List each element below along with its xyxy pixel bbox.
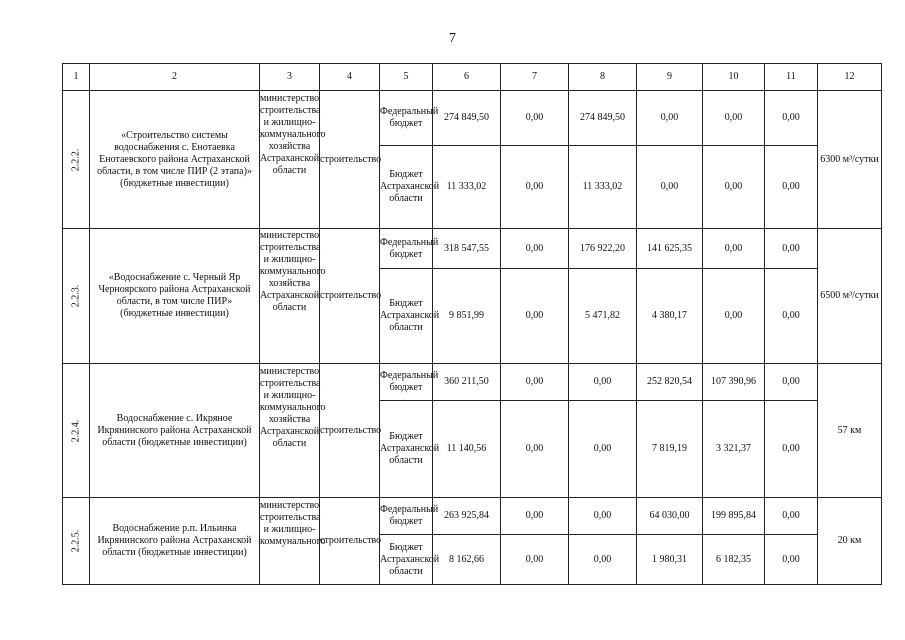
value-cell: 0,00 <box>765 364 818 401</box>
header-cell: 3 <box>260 64 320 91</box>
item-result: 6500 м³/сутки <box>818 229 882 364</box>
funding-source: Федеральный бюджет <box>380 498 433 535</box>
header-row <box>63 64 882 91</box>
header-cell: 7 <box>501 64 569 91</box>
header-cell: 11 <box>765 64 818 91</box>
value-cell: 9 851,99 <box>433 269 501 364</box>
value-cell: 4 380,17 <box>637 269 703 364</box>
value-cell: 0,00 <box>569 498 637 535</box>
header-cell: 8 <box>569 64 637 91</box>
value-cell: 0,00 <box>637 146 703 229</box>
item-executor: министерство строительства и жилищно-коммунального хозяйства Астраханской области <box>260 91 320 229</box>
item-number: 2.2.5. <box>63 498 90 585</box>
value-cell: 141 625,35 <box>637 229 703 269</box>
page-number: 7 <box>449 31 456 46</box>
funding-source: Федеральный бюджет <box>380 229 433 269</box>
value-cell: 0,00 <box>703 91 765 146</box>
item-number: 2.2.4. <box>63 364 90 498</box>
item-result: 6300 м³/сутки <box>818 91 882 229</box>
value-cell: 0,00 <box>569 364 637 401</box>
value-cell: 0,00 <box>765 146 818 229</box>
item-executor: министерство строительства и жилищно-коммунального хозяйства Астраханской области <box>260 364 320 498</box>
funding-source: Бюджет Астраханской области <box>380 535 433 585</box>
value-cell: 0,00 <box>501 535 569 585</box>
item-number: 2.2.2. <box>63 91 90 229</box>
item-type: строительство <box>320 498 380 585</box>
value-cell: 0,00 <box>501 91 569 146</box>
value-cell: 0,00 <box>765 535 818 585</box>
header-cell: 9 <box>637 64 703 91</box>
funding-source: Федеральный бюджет <box>380 91 433 146</box>
value-cell: 0,00 <box>501 269 569 364</box>
funding-source: Бюджет Астраханской области <box>380 146 433 229</box>
value-cell: 7 819,19 <box>637 401 703 498</box>
item-type: строительство <box>320 91 380 229</box>
value-cell: 1 980,31 <box>637 535 703 585</box>
value-cell: 11 140,56 <box>433 401 501 498</box>
item-executor: министерство строительства и жилищно-коммунального <box>260 498 320 585</box>
value-cell: 274 849,50 <box>569 91 637 146</box>
table-row <box>63 229 882 269</box>
table-row <box>63 364 882 401</box>
value-cell: 0,00 <box>501 498 569 535</box>
header-cell: 10 <box>703 64 765 91</box>
value-cell: 5 471,82 <box>569 269 637 364</box>
item-executor: министерство строительства и жилищно-коммунального хозяйства Астраханской области <box>260 229 320 364</box>
item-result: 57 км <box>818 364 882 498</box>
value-cell: 274 849,50 <box>433 91 501 146</box>
value-cell: 0,00 <box>703 269 765 364</box>
header-cell: 4 <box>320 64 380 91</box>
value-cell: 0,00 <box>501 146 569 229</box>
value-cell: 0,00 <box>637 91 703 146</box>
table-row <box>63 91 882 146</box>
item-type: строительство <box>320 364 380 498</box>
value-cell: 176 922,20 <box>569 229 637 269</box>
header-cell: 5 <box>380 64 433 91</box>
value-cell: 360 211,50 <box>433 364 501 401</box>
item-type: строительство <box>320 229 380 364</box>
value-cell: 0,00 <box>569 535 637 585</box>
value-cell: 0,00 <box>501 401 569 498</box>
item-number: 2.2.3. <box>63 229 90 364</box>
funding-source: Бюджет Астраханской области <box>380 401 433 498</box>
value-cell: 199 895,84 <box>703 498 765 535</box>
value-cell: 8 162,66 <box>433 535 501 585</box>
value-cell: 0,00 <box>765 498 818 535</box>
table-row <box>63 498 882 535</box>
value-cell: 0,00 <box>765 401 818 498</box>
value-cell: 252 820,54 <box>637 364 703 401</box>
header-cell: 12 <box>818 64 882 91</box>
value-cell: 0,00 <box>765 229 818 269</box>
item-name: «Строительство системы водоснабжения с. Енотаевка Енотаевского района Астраханской области, в том числе ПИР (2 этапа)» (бюджетные инвестиции) <box>90 91 260 229</box>
item-result: 20 км <box>818 498 882 585</box>
value-cell: 0,00 <box>765 91 818 146</box>
value-cell: 0,00 <box>569 401 637 498</box>
header-cell: 6 <box>433 64 501 91</box>
value-cell: 3 321,37 <box>703 401 765 498</box>
value-cell: 11 333,02 <box>433 146 501 229</box>
header-cell: 2 <box>90 64 260 91</box>
value-cell: 0,00 <box>501 364 569 401</box>
item-name: «Водоснабжение с. Черный Яр Черноярского района Астраханской области, в том числе ПИР» (бюджетные инвестиции) <box>90 229 260 364</box>
header-cell: 1 <box>63 64 90 91</box>
item-name: Водоснабжение р.п. Ильинка Икрянинского района Астраханской области (бюджетные инвестиции) <box>90 498 260 585</box>
value-cell: 0,00 <box>703 229 765 269</box>
value-cell: 0,00 <box>765 269 818 364</box>
value-cell: 107 390,96 <box>703 364 765 401</box>
value-cell: 0,00 <box>703 146 765 229</box>
value-cell: 11 333,02 <box>569 146 637 229</box>
program-table <box>62 63 882 585</box>
item-name: Водоснабжение с. Икряное Икрянинского района Астраханской области (бюджетные инвестиции) <box>90 364 260 498</box>
value-cell: 263 925,84 <box>433 498 501 535</box>
value-cell: 0,00 <box>501 229 569 269</box>
value-cell: 64 030,00 <box>637 498 703 535</box>
value-cell: 318 547,55 <box>433 229 501 269</box>
funding-source: Федеральный бюджет <box>380 364 433 401</box>
value-cell: 6 182,35 <box>703 535 765 585</box>
funding-source: Бюджет Астраханской области <box>380 269 433 364</box>
